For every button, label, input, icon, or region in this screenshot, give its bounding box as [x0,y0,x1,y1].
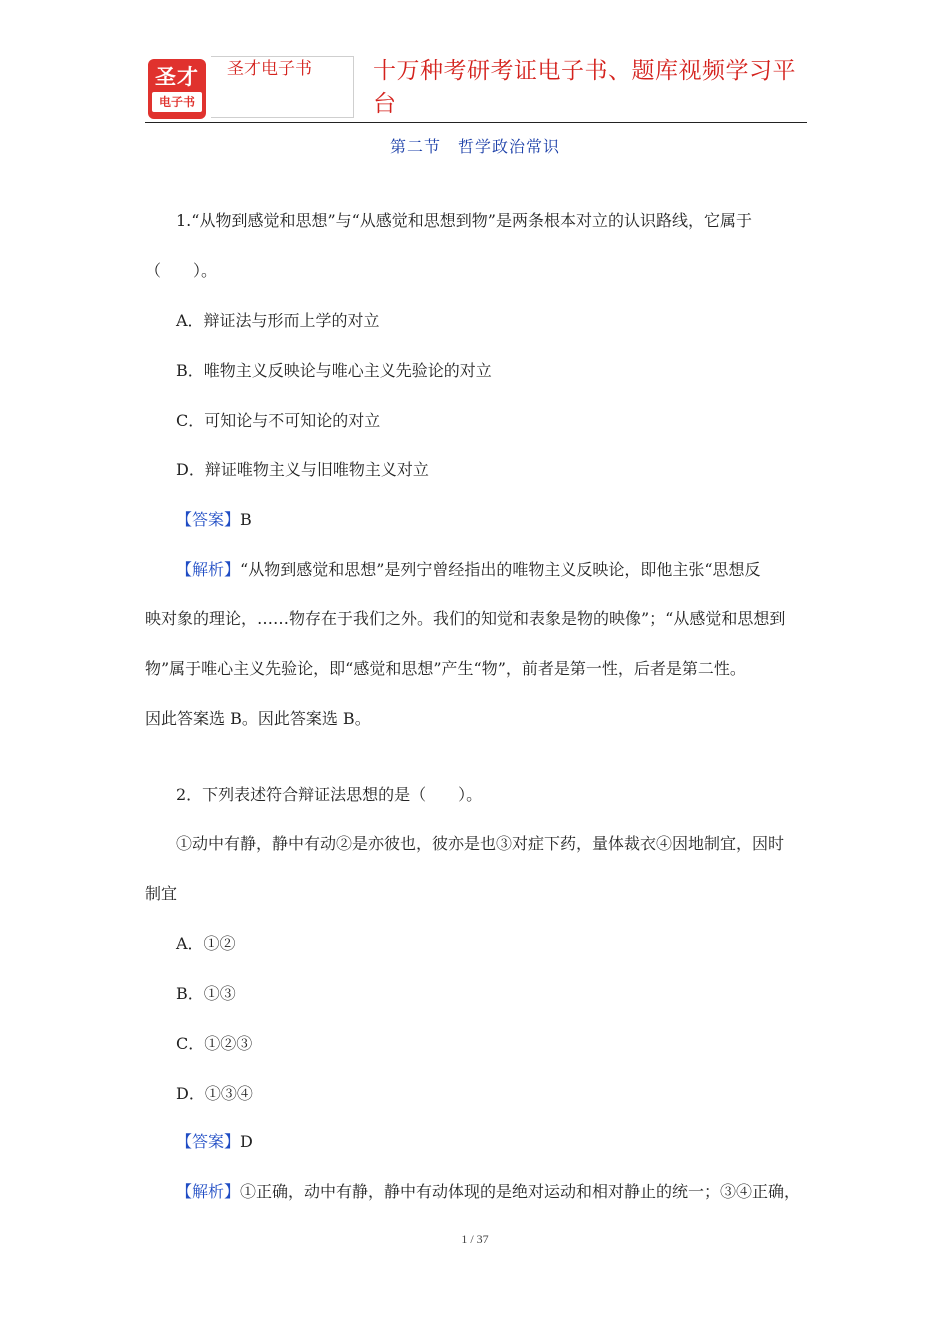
q1-analysis-line3: 物”属于唯心主义先验论，即“感觉和思想”产生“物”，前者是第一性，后者是第二性。 [145,659,746,678]
answer-value: D [240,1132,253,1151]
logo-bottom-text: 电子书 [152,92,202,112]
q2-answer [176,1132,253,1152]
q1-option-d: D．辩证唯物主义与旧唯物主义对立 [176,460,429,479]
q1-option-b: B．唯物主义反映论与唯心主义先验论的对立 [176,361,492,380]
q2-option-b: B．①③ [176,984,236,1003]
section-title: 第二节 哲学政治常识 [389,137,560,156]
q1-stem-line2: （ ）。 [145,261,218,280]
brand-logo [148,59,206,119]
brand-name: 圣才电子书 [227,59,312,79]
q1-answer [176,510,252,530]
q2-stem: 2．下列表述符合辩证法思想的是（ ）。 [176,785,483,804]
answer-tag: 【答案】 [176,510,241,529]
q2-option-d: D．①③④ [176,1084,253,1103]
analysis-text: “从物到感觉和思想”是列宁曾经指出的唯物主义反映论，即他主张“思想反 [240,560,761,579]
analysis-tag: 【解析】 [176,1182,241,1201]
q1-option-c: C．可知论与不可知论的对立 [176,411,381,430]
q1-analysis-line4: 因此答案选 B。因此答案选 B。 [145,709,371,728]
q2-items-line2: 制宜 [145,884,178,903]
logo-top-text: 圣才 [155,65,199,89]
q1-stem-line1: 1.“从物到感觉和思想”与“从感觉和思想到物”是两条根本对立的认识路线，它属于 [176,211,752,230]
q1-analysis-line1 [176,560,761,580]
header-slogan: 十万种考研考证电子书、题库视频学习平台 [373,58,796,117]
answer-value: B [240,510,252,529]
page-header [145,52,807,122]
q2-option-a: A．①② [176,934,236,953]
q2-option-c: C．①②③ [176,1034,253,1053]
q2-items-line1: ①动中有静，静中有动②是亦彼也，彼亦是也③对症下药，量体裁衣④因地制宜，因时 [176,834,785,853]
answer-tag: 【答案】 [176,1132,241,1151]
q1-option-a: A．辩证法与形而上学的对立 [176,311,380,330]
analysis-tag: 【解析】 [176,560,241,579]
header-divider [145,122,807,123]
q2-analysis-line1 [176,1182,800,1202]
q1-analysis-line2: 映对象的理论，……物存在于我们之外。我们的知觉和表象是物的映像”；“从感觉和思想到 [145,609,786,628]
page-number: 1 / 37 [461,1232,489,1246]
analysis-text: ①正确，动中有静，静中有动体现的是绝对运动和相对静止的统一；③④正确， [240,1182,801,1201]
